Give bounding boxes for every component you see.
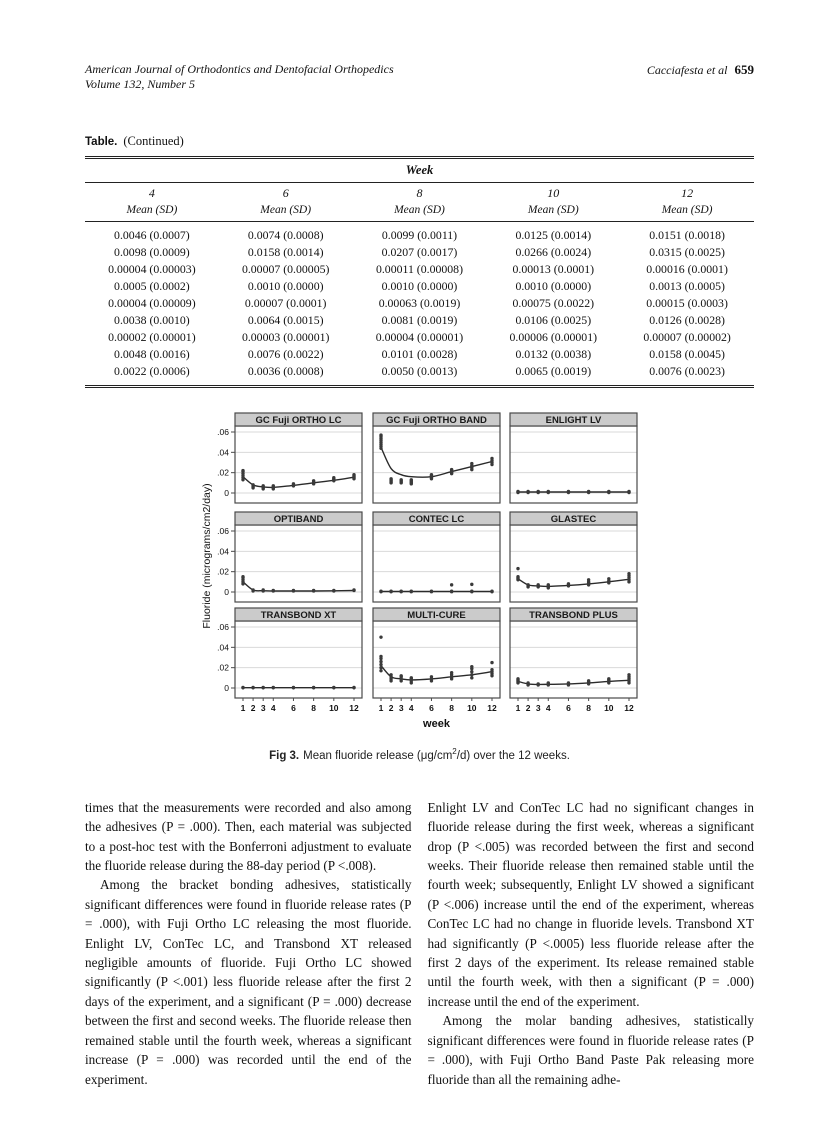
data-point xyxy=(567,582,570,585)
x-axis-label: week xyxy=(423,718,450,730)
figure-caption-superscript: 2 xyxy=(452,747,457,756)
data-table xyxy=(85,156,754,388)
table-row xyxy=(85,278,754,295)
data-point xyxy=(470,589,473,592)
table-cell: 0.0081 (0.0019) xyxy=(381,313,458,327)
column-subheader: Mean (SD) xyxy=(394,204,445,216)
table-cell: 0.0005 (0.0002) xyxy=(114,279,190,293)
table-title xyxy=(85,132,754,150)
data-point xyxy=(470,462,473,465)
data-point xyxy=(587,490,590,493)
panel-multi-cure xyxy=(373,608,500,713)
panel-contec-lc xyxy=(373,512,500,602)
data-point xyxy=(379,666,382,669)
table-cell: 0.0106 (0.0025) xyxy=(515,313,592,327)
x-tick-label: 6 xyxy=(566,703,571,713)
column-week-number: 8 xyxy=(416,186,423,200)
paragraph: Among the bracket bonding adhesives, statistically significant differences were found in fluoride release rates (P = .000), with Fuji Ortho LC releasing the most fluoride. Enlight LV, ConTec LC, and Transbond XT released negligible amounts of fluoride. Fuji Ortho LC showed significantly (P <.001) less fluoride release after the first 2 days of the experiment, and a significant (P = .000) decrease between the first and second weeks. The fluoride release then remained stable until the fourth week, whereas a significant increase (P = .000) was recorded until the end of the experiment. xyxy=(85,877,412,1087)
data-point xyxy=(450,583,453,586)
week-header-row xyxy=(85,158,754,183)
x-tick-label: 3 xyxy=(260,703,266,713)
table-row xyxy=(85,261,754,278)
y-tick-label: 0 xyxy=(224,587,229,597)
panel-title: GLASTEC xyxy=(550,514,597,525)
figure-3 xyxy=(85,408,754,762)
figure-caption-text-end: /d) over the 12 weeks. xyxy=(456,749,570,762)
table-cell: 0.0158 (0.0014) xyxy=(247,245,324,259)
data-point xyxy=(516,567,519,570)
table-cell: 0.0076 (0.0023) xyxy=(649,364,725,378)
data-point xyxy=(261,484,264,487)
x-tick-label: 3 xyxy=(398,703,404,713)
x-tick-label: 1 xyxy=(378,703,384,713)
data-point xyxy=(536,583,539,586)
data-point xyxy=(389,673,392,676)
data-point xyxy=(251,483,254,486)
data-point xyxy=(627,673,630,676)
table-row xyxy=(85,346,754,363)
column-subheader: Mean (SD) xyxy=(260,204,312,216)
x-tick-label: 1 xyxy=(515,703,521,713)
table-cell: 0.00002 (0.00001) xyxy=(108,330,196,344)
data-point xyxy=(587,578,590,581)
data-point xyxy=(272,484,275,487)
data-point xyxy=(332,589,335,592)
fluoride-release-chart xyxy=(198,408,653,734)
data-point xyxy=(410,589,413,592)
panel-title: OPTIBAND xyxy=(273,514,324,525)
table-cell: 0.0010 (0.0000) xyxy=(381,279,458,293)
data-point xyxy=(547,681,550,684)
table-cell: 0.0013 (0.0005) xyxy=(649,279,725,293)
table-cell: 0.0076 (0.0022) xyxy=(247,347,324,361)
table-cell: 0.0048 (0.0016) xyxy=(114,347,190,361)
y-tick-label: .02 xyxy=(217,566,229,577)
data-point xyxy=(526,681,529,684)
data-point xyxy=(490,457,493,460)
table-label: Table. xyxy=(85,136,118,148)
data-point xyxy=(241,575,244,578)
y-tick-label: .06 xyxy=(217,427,229,437)
figure-caption xyxy=(85,747,754,762)
journal-title-block xyxy=(85,62,394,92)
y-tick-label: .04 xyxy=(217,642,229,653)
data-point xyxy=(261,686,264,689)
table-cell: 0.0315 (0.0025) xyxy=(649,245,725,259)
left-column xyxy=(85,798,412,1089)
data-point xyxy=(292,482,295,485)
table-cell: 0.0046 (0.0007) xyxy=(114,228,190,242)
panel-transbond-xt xyxy=(217,608,362,713)
paragraph: times that the measurements were recorded and also among the adhesives (P = .000). Then, each material was subjected to a post-hoc test with the Bonferroni adjustment to evaluate the fluoride release during the 88-day period (P <.008). xyxy=(85,799,412,874)
column-week-number: 6 xyxy=(282,186,289,200)
panel-title: ENLIGHT LV xyxy=(545,415,602,426)
data-point xyxy=(470,670,473,673)
panel-glastec xyxy=(510,512,637,602)
panel-title: GC Fuji ORTHO BAND xyxy=(386,415,487,426)
panel-optiband xyxy=(217,512,362,602)
table-cell: 0.0132 (0.0038) xyxy=(515,347,592,361)
table-row xyxy=(85,222,754,245)
page-number: 659 xyxy=(734,62,754,77)
x-tick-label: 6 xyxy=(291,703,296,713)
x-tick-label: 2 xyxy=(525,703,531,713)
panel-title: CONTEC LC xyxy=(408,514,465,525)
data-point xyxy=(241,469,244,472)
table-cell: 0.0065 (0.0019) xyxy=(515,364,592,378)
data-point xyxy=(470,583,473,586)
data-point xyxy=(526,490,529,493)
panel-title: TRANSBOND XT xyxy=(260,610,337,621)
column-week-number: 4 xyxy=(148,186,155,200)
table-cell: 0.00016 (0.0001) xyxy=(646,262,728,276)
data-point xyxy=(352,588,355,591)
x-tick-label: 4 xyxy=(408,703,414,713)
data-point xyxy=(251,588,254,591)
data-point xyxy=(379,669,382,672)
data-point xyxy=(292,589,295,592)
table-cell: 0.0266 (0.0024) xyxy=(515,245,592,259)
data-table-section xyxy=(85,132,754,388)
data-point xyxy=(292,686,295,689)
table-head xyxy=(85,158,754,222)
data-point xyxy=(490,668,493,671)
data-point xyxy=(490,589,493,592)
data-point xyxy=(536,490,539,493)
column-header xyxy=(486,183,620,222)
column-subheader: Mean (SD) xyxy=(527,204,579,216)
figure-canvas xyxy=(198,408,754,739)
data-point xyxy=(516,677,519,680)
table-cell: 0.0010 (0.0000) xyxy=(247,279,324,293)
data-point xyxy=(261,588,264,591)
panel-title: GC Fuji ORTHO LC xyxy=(255,415,342,426)
column-header xyxy=(620,183,754,222)
y-tick-label: 0 xyxy=(224,683,229,693)
article-body xyxy=(85,798,754,1089)
data-point xyxy=(410,478,413,481)
table-row xyxy=(85,244,754,261)
table-cell: 0.0126 (0.0028) xyxy=(649,313,725,327)
data-point xyxy=(272,589,275,592)
x-tick-label: 4 xyxy=(270,703,276,713)
right-column xyxy=(428,798,755,1089)
x-tick-label: 8 xyxy=(586,703,592,713)
running-head xyxy=(85,62,754,92)
table-cell: 0.0158 (0.0045) xyxy=(649,347,725,361)
table-cell: 0.00015 (0.0003) xyxy=(646,296,728,310)
column-header xyxy=(219,183,353,222)
running-authors: Cacciafesta et al xyxy=(646,63,728,77)
data-point xyxy=(399,674,402,677)
data-point xyxy=(490,661,493,664)
table-cell: 0.00004 (0.00009) xyxy=(108,296,196,310)
table-cell: 0.0125 (0.0014) xyxy=(515,228,592,242)
table-cell: 0.0099 (0.0011) xyxy=(381,228,458,242)
data-point xyxy=(241,686,244,689)
table-cell: 0.00063 (0.0019) xyxy=(378,296,461,310)
data-point xyxy=(312,479,315,482)
data-point xyxy=(251,686,254,689)
data-point xyxy=(389,589,392,592)
column-week-number: 10 xyxy=(547,186,560,200)
data-point xyxy=(379,663,382,666)
paragraph: Enlight LV and ConTec LC had no significant changes in fluoride release during the first week, whereas a significant drop (P <.005) was recorded between the first and second weeks. Their fluoride release then remained stable until the fourth week; subsequently, Enlight LV showed a significant (P <.006) increase until the end of the experiment, whereas ConTec LC had no change in fluoride levels. Transbond XT had significantly (P <.0005) less fluoride release after the first 2 days of the experiment. Its release remained stable until the fourth week, with then a significant (P = .000) increase until the end of the experiment. xyxy=(427,799,754,1009)
journal-volume: Volume 132, Number 5 xyxy=(85,77,195,91)
data-point xyxy=(607,490,610,493)
data-point xyxy=(470,676,473,679)
x-tick-label: 10 xyxy=(329,703,339,713)
x-tick-label: 12 xyxy=(624,703,634,713)
data-point xyxy=(450,671,453,674)
data-point xyxy=(607,677,610,680)
paragraph: Among the molar banding adhesives, statistically significant differences were found in fluoride release rates (P = .000), with Fuji Ortho Band Paste Pak releasing more fluoride than all the remaining adhe- xyxy=(427,1013,754,1087)
data-point xyxy=(567,490,570,493)
panel-title: TRANSBOND PLUS xyxy=(529,610,618,621)
data-point xyxy=(389,477,392,480)
table-cell: 0.0098 (0.0009) xyxy=(114,245,190,259)
table-cell: 0.00013 (0.0001) xyxy=(512,262,595,276)
y-tick-label: .02 xyxy=(217,662,229,673)
y-tick-label: .06 xyxy=(217,526,229,536)
journal-title: American Journal of Orthodontics and Dentofacial Orthopedics xyxy=(85,62,394,76)
table-col-header-row xyxy=(85,183,754,222)
x-tick-label: 10 xyxy=(467,703,477,713)
column-header xyxy=(85,183,219,222)
x-tick-label: 8 xyxy=(311,703,317,713)
column-subheader: Mean (SD) xyxy=(126,204,178,216)
data-point xyxy=(430,589,433,592)
data-point xyxy=(352,473,355,476)
x-tick-label: 12 xyxy=(349,703,359,713)
panel-title: MULTI-CURE xyxy=(407,610,466,621)
data-point xyxy=(352,686,355,689)
x-tick-label: 3 xyxy=(535,703,541,713)
data-point xyxy=(272,686,275,689)
panel-transbond-plus xyxy=(510,608,637,713)
data-point xyxy=(450,468,453,471)
y-tick-label: .06 xyxy=(217,622,229,632)
table-body xyxy=(85,222,754,387)
table-cell: 0.0038 (0.0010) xyxy=(114,313,190,327)
data-point xyxy=(312,686,315,689)
data-point xyxy=(332,476,335,479)
y-tick-label: .02 xyxy=(217,467,229,478)
table-cell: 0.00004 (0.00003) xyxy=(108,262,196,276)
x-tick-label: 2 xyxy=(388,703,394,713)
table-cell: 0.00003 (0.00001) xyxy=(241,330,330,344)
table-cell: 0.00004 (0.00001) xyxy=(375,330,464,344)
data-point xyxy=(547,583,550,586)
data-point xyxy=(379,589,382,592)
panel-gc-fuji-ortho-band xyxy=(373,413,500,503)
table-row xyxy=(85,295,754,312)
table-cell: 0.0151 (0.0018) xyxy=(649,228,725,242)
table-cell: 0.0022 (0.0006) xyxy=(114,364,190,378)
data-point xyxy=(516,575,519,578)
table-cell: 0.0036 (0.0008) xyxy=(247,364,324,378)
table-cell: 0.00006 (0.00001) xyxy=(509,330,598,344)
data-point xyxy=(430,675,433,678)
data-point xyxy=(567,681,570,684)
table-row xyxy=(85,329,754,346)
y-axis-label: Fluoride (micrograms/cm2/day) xyxy=(201,483,213,629)
data-point xyxy=(379,655,382,658)
data-point xyxy=(430,473,433,476)
figure-caption-label: Fig 3. xyxy=(269,749,300,762)
x-tick-label: 12 xyxy=(487,703,497,713)
table-cell: 0.0050 (0.0013) xyxy=(381,364,458,378)
data-point xyxy=(627,572,630,575)
data-point xyxy=(332,686,335,689)
table-cell: 0.00011 (0.00008) xyxy=(375,262,464,276)
panel-enlight-lv xyxy=(510,413,637,503)
table-cell: 0.0207 (0.0017) xyxy=(381,245,458,259)
table-cell: 0.00075 (0.0022) xyxy=(512,296,595,310)
x-tick-label: 1 xyxy=(240,703,246,713)
column-week-number: 12 xyxy=(681,186,694,200)
running-authors-block xyxy=(647,62,754,78)
data-point xyxy=(470,665,473,668)
data-point xyxy=(312,589,315,592)
x-tick-label: 4 xyxy=(545,703,551,713)
table-cell: 0.0010 (0.0000) xyxy=(515,279,592,293)
panel-gc-fuji-ortho-lc xyxy=(217,413,362,503)
x-tick-label: 2 xyxy=(250,703,256,713)
data-point xyxy=(607,577,610,580)
table-cell: 0.0074 (0.0008) xyxy=(247,228,324,242)
x-tick-label: 8 xyxy=(449,703,455,713)
column-header xyxy=(353,183,487,222)
data-point xyxy=(587,679,590,682)
table-row xyxy=(85,363,754,387)
y-tick-label: 0 xyxy=(224,488,229,498)
column-subheader: Mean (SD) xyxy=(661,204,713,216)
table-cell: 0.00007 (0.00005) xyxy=(241,262,330,276)
table-cell: 0.00007 (0.00002) xyxy=(643,330,731,344)
data-point xyxy=(516,490,519,493)
data-point xyxy=(379,660,382,663)
y-tick-label: .04 xyxy=(217,447,229,458)
data-point xyxy=(627,490,630,493)
x-tick-label: 10 xyxy=(604,703,614,713)
data-point xyxy=(536,682,539,685)
data-point xyxy=(470,673,473,676)
data-point xyxy=(379,433,382,436)
data-point xyxy=(399,589,402,592)
table-cell: 0.00007 (0.0001) xyxy=(244,296,327,310)
table-cell: 0.0064 (0.0015) xyxy=(247,313,324,327)
table-cell: 0.0101 (0.0028) xyxy=(381,347,458,361)
data-point xyxy=(547,490,550,493)
data-point xyxy=(450,589,453,592)
week-span-header: Week xyxy=(85,158,754,183)
table-continued-label: (Continued) xyxy=(123,134,184,148)
table-row xyxy=(85,312,754,329)
figure-caption-text: Mean fluoride release (μg/cm xyxy=(303,749,453,762)
data-point xyxy=(526,583,529,586)
data-point xyxy=(399,478,402,481)
data-point xyxy=(379,635,382,638)
x-tick-label: 6 xyxy=(429,703,434,713)
y-tick-label: .04 xyxy=(217,546,229,557)
data-point xyxy=(410,676,413,679)
